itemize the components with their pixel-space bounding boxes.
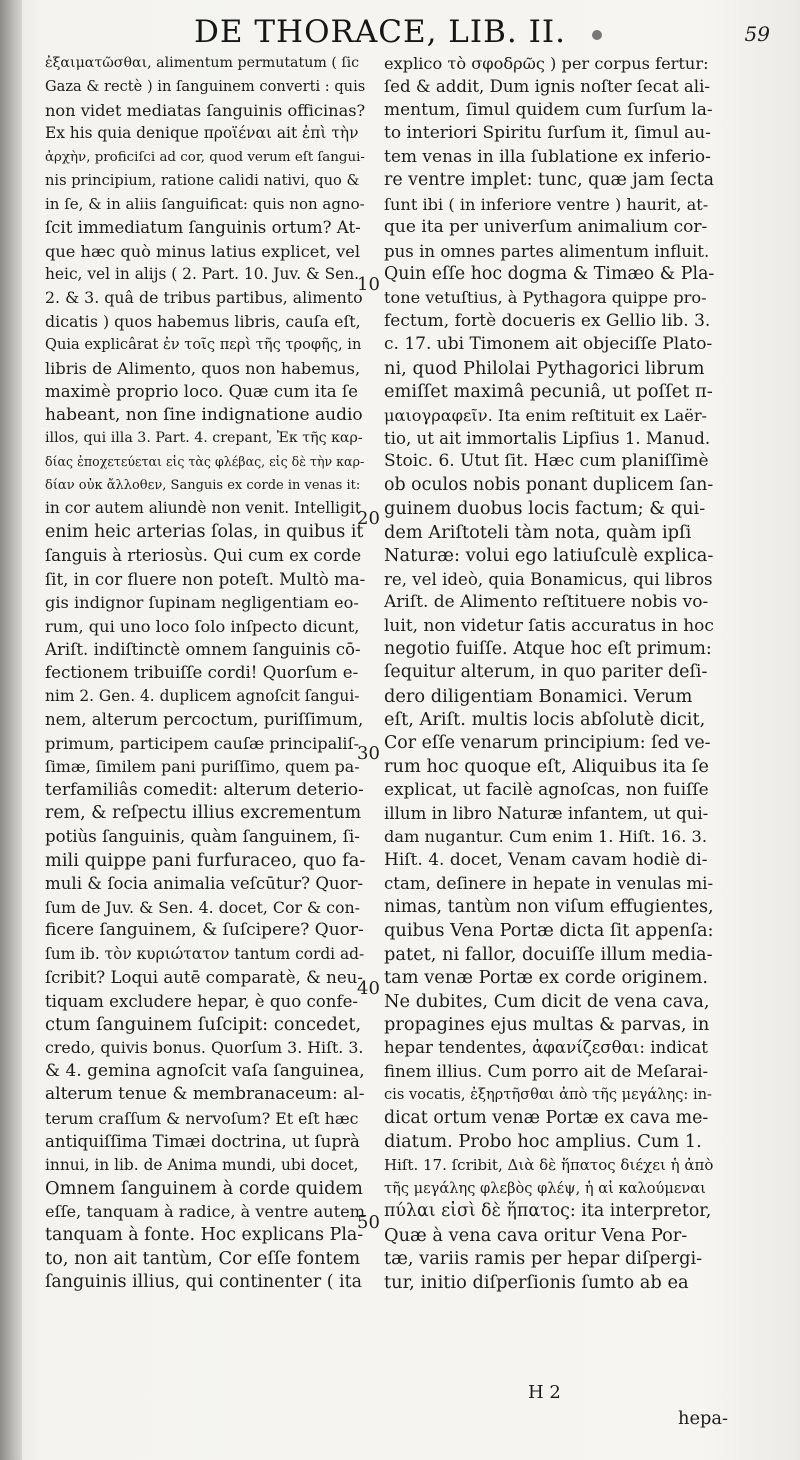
text-line: ſunt ibi ( in inferiore ventre ) haurit, at- [384,194,709,214]
text-line: potiùs ſanguinis, quàm ſanguinem, ſi- [45,827,360,847]
text-line: δίαν οὐκ ἄλλοθεν, Sanguis ex corde in venas it: [45,477,361,493]
text-line: pus in omnes partes alimentum influit. [384,241,710,261]
text-line: in cor autem aliundè non venit. Intelligit [45,499,362,518]
text-line: ſed & addit, Dum ignis noſter ſecat ali- [384,77,711,97]
text-line: tæ, variis ramis per hepar diſpergi- [384,1248,703,1270]
text-line: to, non ait tantùm, Cor eſſe fontem [45,1248,361,1270]
text-line: Hiſt. 17. ſcribit, Διὰ δὲ ἥπατος διέχει ἡ ἀπὸ [384,1155,714,1174]
signature-mark: H 2 [528,1382,561,1403]
text-line: explico τὸ σφοδρῶς ) per corpus fertur: [384,54,709,73]
text-line: πύλαι εἰσὶ δὲ ἥπατος: ita interpretor, [384,1201,712,1222]
text-line: ſum de Juv. & Sen. 4. docet, Cor & con- [45,897,360,917]
text-line: muli & ſocia animalia veſcūtur? Quor- [45,874,364,894]
text-line: non videt mediatas ſanguinis officinas? [45,100,365,120]
text-line: enim heic arterias ſolas, in quibus it [45,521,364,542]
running-head: DE THORACE, LIB. II. [194,14,566,50]
text-line: ſanguis à rteriosùs. Qui cum ex corde [45,546,362,566]
book-spine-shadow [0,0,22,1460]
text-line: Naturæ: volui ego latiuſculè explica- [384,545,714,567]
text-line: ctam, deſinere in hepate in venulas mi- [384,874,714,894]
text-line: tem venas in illa ſublatione ex inferio- [384,146,711,167]
text-line: ficere ſanguinem, & ſuſcipere? Quor- [45,920,364,941]
text-line: Quia explicârat ἐν τοῖς περὶ τῆς τροφῆς, in [45,336,362,354]
line-number-50: 50 [357,1212,380,1233]
text-line: guinem duobus locis factum; & qui- [384,498,706,520]
line-number-20: 20 [357,508,380,529]
text-line: dam nugantur. Cum enim 1. Hiſt. 16. 3. [384,827,707,847]
text-line: cis vocatis, ἐξηρτῆσθαι ἀπὸ τῆς μεγάλης: in- [384,1086,712,1104]
text-line: ſum ib. τὸν κυριώτατον tantum cordi ad- [45,944,365,963]
text-line: tiquam excludere hepar, è quo confe- [45,991,359,1011]
text-line: Ariſt. de Alimento reſtituere nobis vo- [384,592,709,613]
text-line: innui, in lib. de Anima mundi, ubi docet, [45,1155,359,1174]
text-line: nem, alterum percoctum, puriſſimum, [45,710,364,730]
text-line: ἀρχὴν, proficiſci ad cor, quod verum eſt ſangui- [45,149,365,165]
text-line: alterum tenue & membranaceum: al- [45,1084,365,1105]
text-line: ſanguinis illius, qui continenter ( ita [45,1271,362,1292]
text-line: in ſe, & in aliis ſanguificat: quis non agno- [45,194,365,213]
text-line: finem illius. Cum porro ait de Meſarai- [384,1061,709,1081]
text-line: re ventre implet: tunc, quæ jam ſecta [384,170,714,191]
text-line: Stoic. 6. Utut ſit. Hæc cum planiſſimè [384,451,709,472]
text-line: tone vetuſtius, à Pythagora quippe pro- [384,288,707,308]
text-line: nis principium, ratione calidi nativi, quo & [45,172,360,190]
text-line: luit, non videtur ſatis accuratus in hoc [384,615,714,636]
text-line: heic, vel in alijs ( 2. Part. 10. Juv. & Sen. [45,264,360,283]
text-line: dero diligentiam Bonamici. Verum [384,685,693,707]
text-line: antiquiſſima Timæi doctrina, ut ſuprà [45,1132,360,1152]
text-line: terfamiliâs comedit: alterum deterio- [45,779,364,800]
text-line: ſequitur alterum, in quo pariter deſi- [384,662,708,683]
text-line: dem Ariſtoteli tàm nota, quàm ipſi [384,521,692,543]
text-line: eſſe, tanquam à radice, à ventre autem [45,1202,365,1222]
text-line: emiſſet maximâ pecuniâ, ut poſſet π- [384,381,713,403]
text-line: τῆς μεγάλης φλεβὸς φλέψ, ἡ αἱ καλούμεναι [384,1180,706,1197]
page-number: 59 [744,22,770,46]
text-line: negotio fuiſſe. Atque hoc eſt primum: [384,638,712,659]
text-line: que hæc quò minus latius explicet, vel [45,241,361,261]
text-line: ob oculos nobis ponant duplicem ſan- [384,474,714,495]
text-line: quibus Vena Portæ dicta ſit appenſa: [384,920,714,942]
text-line: Omnem ſanguinem à corde quidem [45,1178,363,1199]
text-line: Gaza & rectè ) in ſanguinem converti : quis [45,78,365,96]
text-line: illos, qui illa 3. Part. 4. crepant, Ἐκ τῆς καρ- [45,430,363,446]
text-line: δίας ἐποχετεύεται εἰς τὰς φλέβας, εἰς δὲ τὴν καρ- [45,454,365,470]
catchword: hepa- [678,1408,728,1429]
text-line: dicatis ) quos habemus libris, cauſa eſt, [45,311,361,331]
text-line: rum, qui uno loco ſolo inſpecto dicunt, [45,616,360,636]
text-line: c. 17. ubi Timonem ait objeciſſe Plato- [384,334,713,355]
line-number-40: 40 [357,978,380,999]
text-line: propagines ejus multas & parvas, in [384,1013,710,1035]
text-line: fectum, fortè docueris ex Gellio lib. 3. [384,310,711,331]
text-line: fectionem tribuiſſe cordi! Quorſum e- [45,663,359,683]
text-line: & 4. gemina agnoſcit vaſa ſanguinea, [45,1060,365,1081]
text-line: Ex his quia denique προϊέναι ait ἐπὶ τὴν [45,124,359,143]
text-line: Ariſt. indiſtinctè omnem ſanguinis cō- [45,639,361,659]
text-line: libris de Alimento, quos non habemus, [45,358,361,378]
text-line: Quin eſſe hoc dogma & Timæo & Pla- [384,263,714,284]
text-line: terum craſſum & nervoſum? Et eſt hæc [45,1108,359,1128]
text-line: rum hoc quoque eſt, Aliquibus ita ſe [384,756,709,778]
text-line: eſt, Ariſt. multis locis abſolutè dicit, [384,709,706,731]
text-line: dicat ortum venæ Portæ ex cava me- [384,1107,709,1128]
text-line: primum, participem cauſæ principaliſ- [45,733,360,753]
text-line: Ne dubites, Cum dicit de vena cava, [384,990,710,1012]
text-line: nim 2. Gen. 4. duplicem agnoſcit ſangui- [45,686,360,705]
text-line: ctum ſanguinem ſuſcipit: concedet, [45,1013,362,1035]
left-text-column [45,52,365,1294]
text-line: Hiſt. 4. docet, Venam cavam hodiè di- [384,849,708,870]
text-line: mentum, ſimul quidem cum ſurſum la- [384,99,713,120]
text-line: μαιογραφεῖν. Ita enim reſtituit ex Laër- [384,405,708,425]
right-text-column [384,52,714,1294]
text-line: ſit, in cor fluere non poteſt. Multò ma- [45,569,365,589]
text-line: re, vel ideò, quia Bonamicus, qui libros [384,569,713,589]
text-line: ſimæ, ſimilem pani puriſſimo, quem pa- [45,757,360,777]
ink-speck [592,30,602,40]
text-line: que ita per univerſum animalium cor- [384,217,708,238]
text-line: Cor eſſe venarum principium: ſed ve- [384,732,711,753]
text-line: nimas, tantùm non viſum effugientes, [384,896,714,917]
text-line: illum in libro Naturæ infantem, ut qui- [384,804,709,823]
text-line: 2. & 3. quâ de tribus partibus, alimento [45,288,363,308]
text-line: hepar tendentes, ἀφανίζεσθαι: indicat [384,1038,708,1058]
text-line: patet, ni fallor, docuiſſe illum media- [384,943,713,965]
text-line: ἐξαιματῶσθαι, alimentum permutatum ( ſic [45,55,360,71]
text-line: habeant, non ſine indignatione audio [45,404,363,425]
text-line: credo, quivis bonus. Quorſum 3. Hiſt. 3. [45,1038,364,1058]
text-line: rem, & reſpectu illius excrementum [45,803,362,823]
text-line: mili quippe pani furfuraceo, quo fa- [45,849,365,871]
text-line: tio, ut ait immortalis Lipſius 1. Manud. [384,429,711,448]
text-line: tam venæ Portæ ex corde originem. [384,967,708,989]
line-number-10: 10 [357,274,380,295]
line-number-30: 30 [357,743,380,764]
text-line: ſcit immediatum ſanguinis ortum? At- [45,218,361,238]
text-line: ſcribit? Loqui autē comparatè, & neu- [45,968,363,988]
text-line: tur, initio diſperſionis ſumto ab ea [384,1271,689,1293]
text-line: to interiori Spiritu ſurſum it, ſimul au- [384,123,711,144]
text-line: tanquam à fonte. Hoc explicans Pla- [45,1224,364,1245]
text-line: ni, quod Philolai Pythagorici librum [384,357,705,379]
text-line: gis indignor ſupinam negligentiam eo- [45,593,359,613]
text-line: maximè proprio loco. Quæ cum ita ſe [45,382,358,402]
text-line: explicat, ut facilè agnoſcas, non fuiſſe [384,779,709,800]
text-line: diatum. Probo hoc amplius. Cum 1. [384,1131,702,1153]
text-line: Quæ à vena cava oritur Vena Por- [384,1224,688,1246]
